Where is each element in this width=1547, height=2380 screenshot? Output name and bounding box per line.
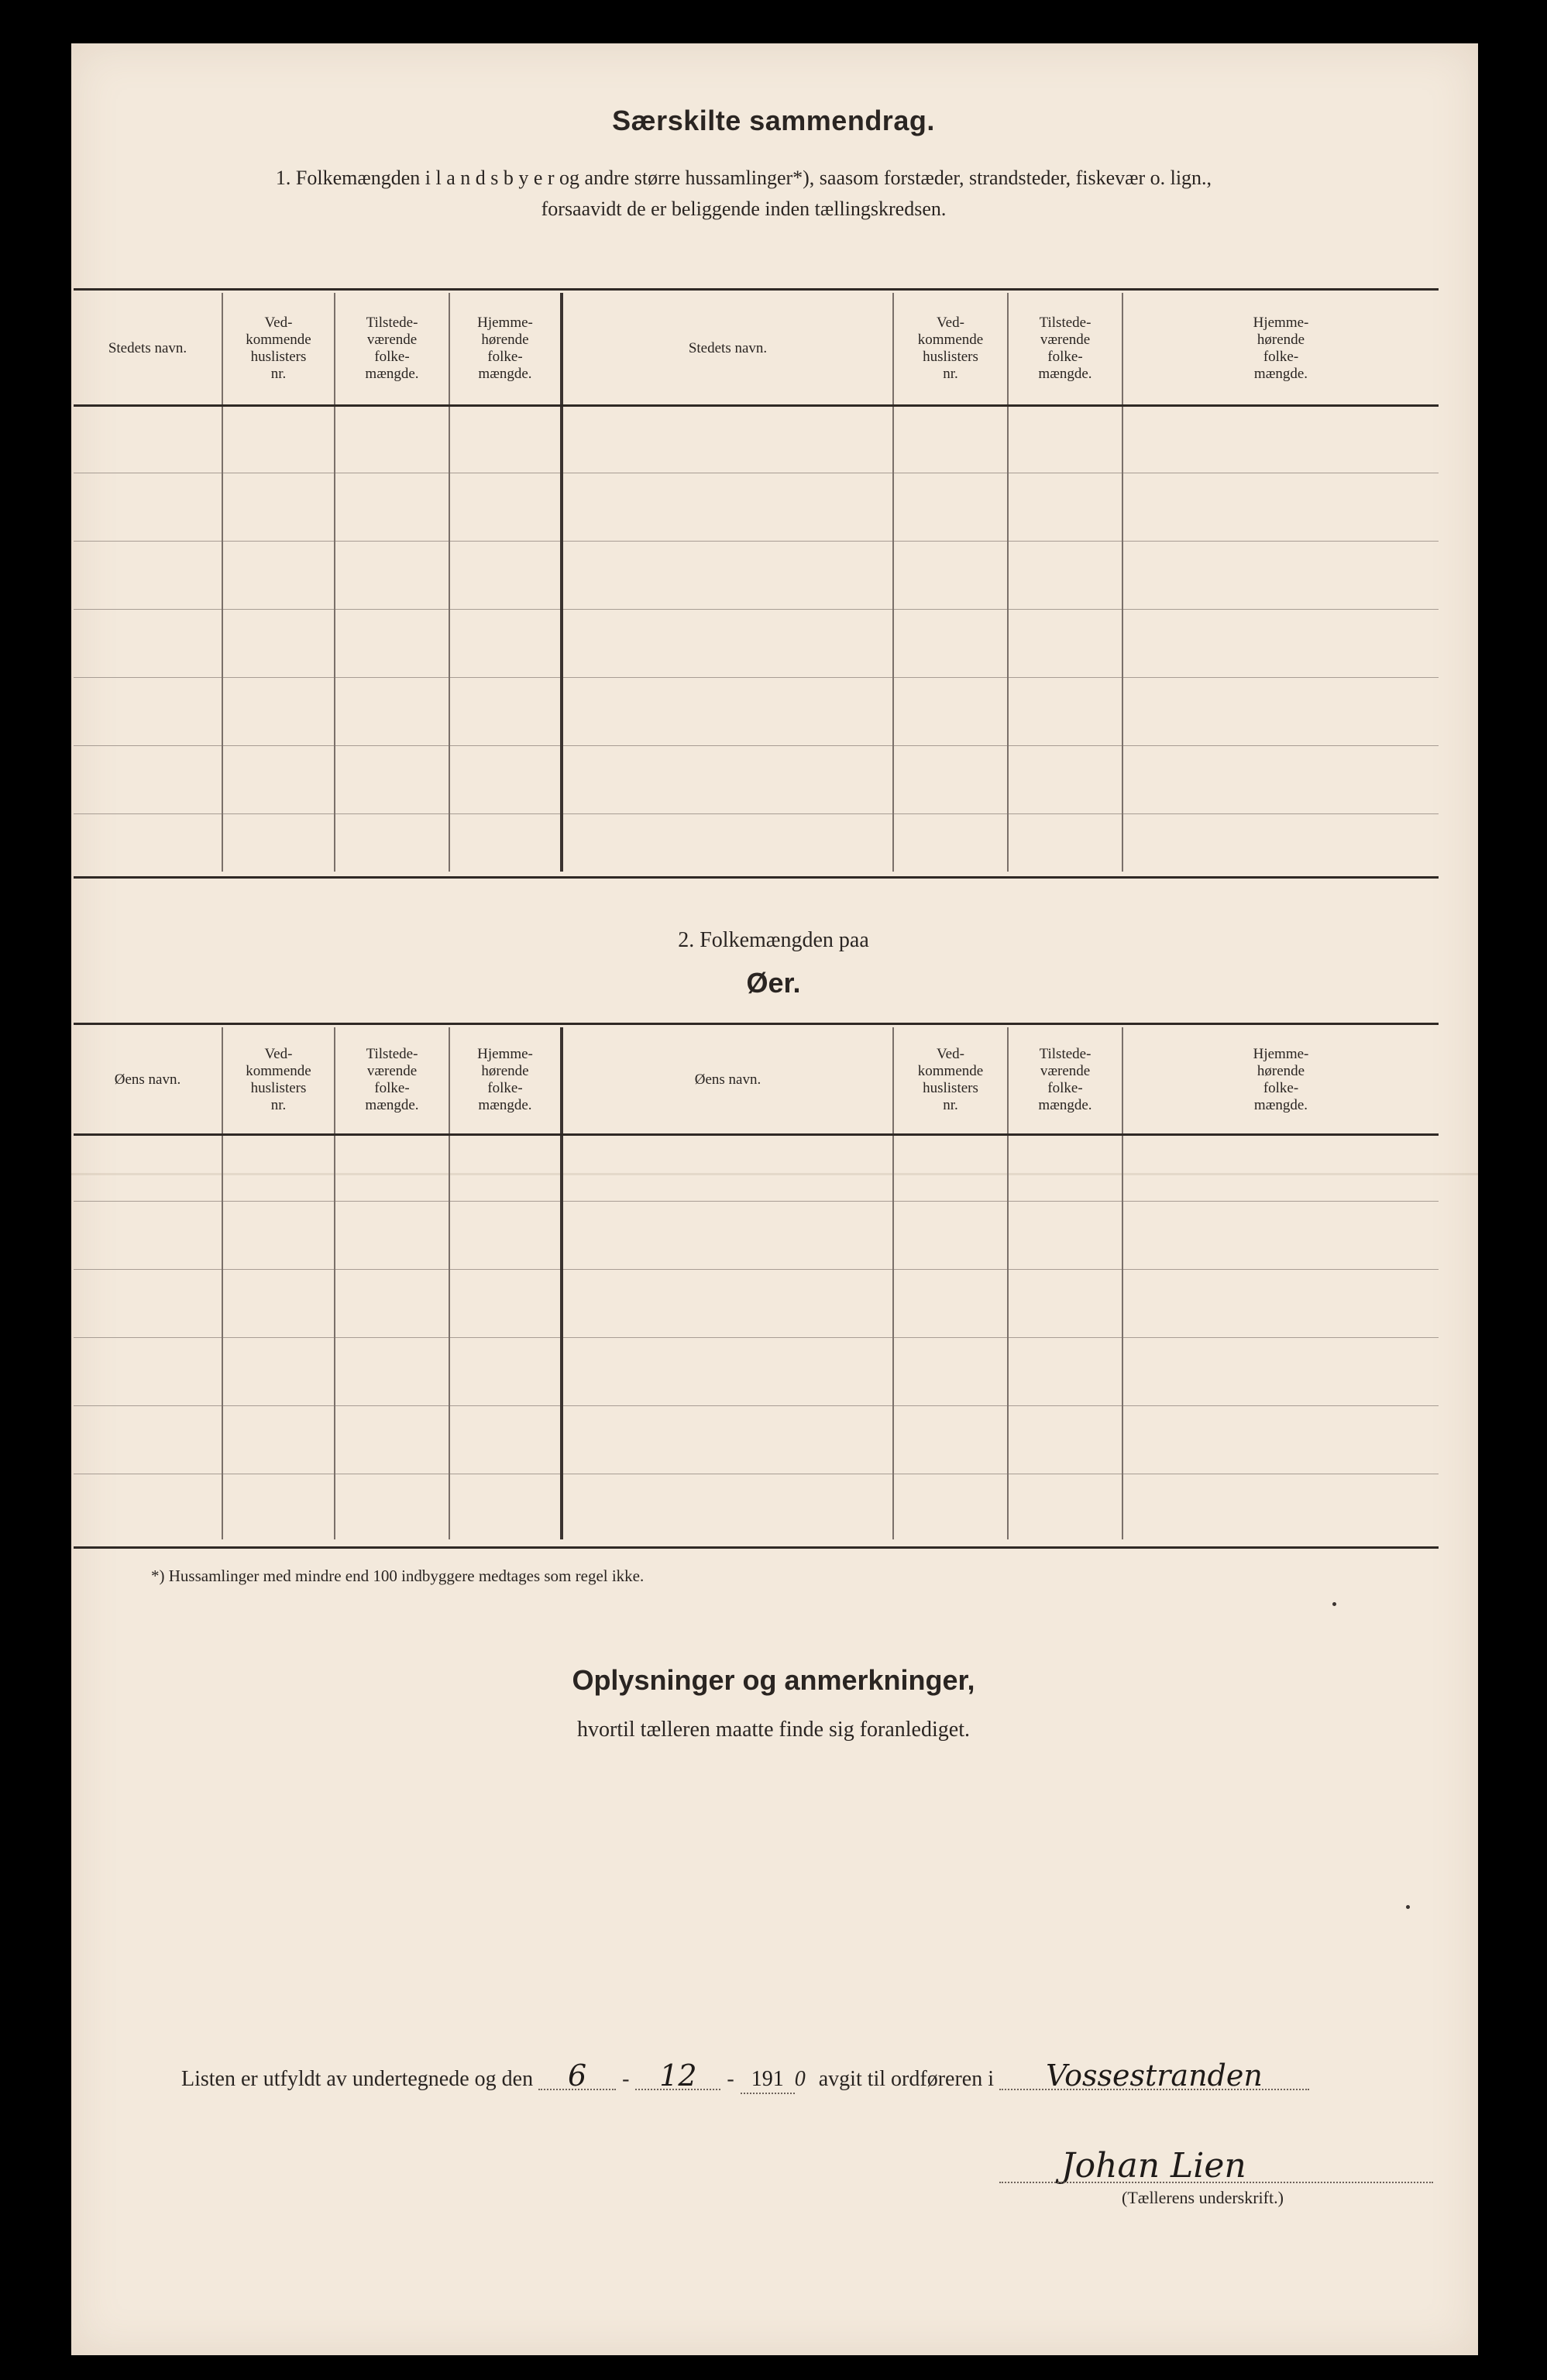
table-cell	[893, 473, 1008, 541]
table-cell	[222, 404, 335, 473]
col-header-label: Øens navn.	[114, 1071, 181, 1088]
table-cell	[74, 1133, 222, 1201]
table-cell	[562, 1133, 893, 1201]
table-cell	[562, 404, 893, 473]
table-row	[74, 541, 1439, 609]
table-cell	[222, 1405, 335, 1474]
table-row	[74, 1337, 1439, 1405]
ink-speck	[1406, 1905, 1410, 1909]
date-month: 12	[635, 2062, 720, 2090]
table-cell	[222, 1474, 335, 1539]
enumerator-signature: Johan Lien	[1061, 2146, 1246, 2186]
section2-number-line: 2. Folkemængden paa	[678, 928, 869, 952]
table-cell	[449, 813, 562, 872]
table-cell	[222, 1337, 335, 1405]
page-title: Særskilte sammendrag.	[612, 105, 935, 136]
col-header-label: Tilstede- værende folke- mængde.	[1038, 315, 1092, 382]
table-cell	[562, 745, 893, 813]
table-cell	[74, 1337, 222, 1405]
table-cell	[449, 404, 562, 473]
table-cell	[74, 609, 222, 677]
section1-intro-line1: 1. Folkemængden i l a n d s b y e r og andre større hussamlinger*), saasom forstæder, strandsteder, fiskevær o. lign.,	[275, 167, 1212, 189]
table-cell	[74, 541, 222, 609]
table-cell	[893, 404, 1008, 473]
section1-intro-line2: forsaavidt de er beliggende inden tællingskredsen.	[541, 198, 947, 220]
table-row	[74, 1474, 1439, 1539]
table-cell	[893, 1133, 1008, 1201]
col-header-place-name	[74, 293, 222, 404]
year-handwritten: 0	[794, 2067, 806, 2091]
table-cell	[1008, 1269, 1122, 1337]
col-header-label: Hjemme- hørende folke- mængde.	[477, 1046, 533, 1113]
table-cell	[335, 677, 449, 745]
col-header-label: Stedets navn.	[108, 340, 187, 356]
col-header-household-list-no	[893, 293, 1008, 404]
col-header-label: Ved- kommende huslisters nr.	[246, 1046, 311, 1113]
table-row	[74, 1133, 1439, 1201]
table-cell	[222, 1269, 335, 1337]
table-cell	[893, 541, 1008, 609]
col-header-present-population	[335, 293, 449, 404]
table-cell	[222, 473, 335, 541]
remarks-title: Oplysninger og anmerkninger,	[572, 1664, 975, 1696]
table-cell	[449, 677, 562, 745]
col-header-label: Hjemme- hørende folke- mængde.	[1253, 1046, 1309, 1113]
table-cell	[335, 404, 449, 473]
table-cell	[1122, 1474, 1439, 1539]
table-row	[74, 1201, 1439, 1269]
col-header-island-name	[74, 1027, 222, 1133]
table-cell	[222, 1133, 335, 1201]
table-cell	[562, 1201, 893, 1269]
table-cell	[1122, 1269, 1439, 1337]
table-row	[74, 813, 1439, 872]
table-cell	[1122, 1201, 1439, 1269]
col-header-household-list-no	[222, 1027, 335, 1133]
date-separator: -	[622, 2067, 630, 2091]
completion-prefix: Listen er utfyldt av undertegnede og den	[181, 2067, 534, 2091]
table-cell	[222, 609, 335, 677]
signature-caption: (Tællerens underskrift.)	[1122, 2188, 1284, 2207]
col-header-present-population	[335, 1027, 449, 1133]
table-cell	[335, 1474, 449, 1539]
col-header-label: Tilstede- værende folke- mængde.	[365, 1046, 419, 1113]
table-cell	[222, 813, 335, 872]
table-cell	[222, 541, 335, 609]
completion-middle: avgit til ordføreren i	[818, 2067, 994, 2091]
table-cell	[893, 1269, 1008, 1337]
col-header-label: Hjemme- hørende folke- mængde.	[1253, 315, 1309, 382]
table-cell	[222, 677, 335, 745]
table-cell	[1008, 745, 1122, 813]
table-cell	[335, 1337, 449, 1405]
table-cell	[449, 1269, 562, 1337]
table-cell	[1008, 1337, 1122, 1405]
table-cell	[335, 1405, 449, 1474]
table-cell	[449, 609, 562, 677]
table-cell	[893, 677, 1008, 745]
table-cell	[562, 1405, 893, 1474]
table-cell	[1122, 541, 1439, 609]
table-row	[74, 609, 1439, 677]
table2-top-rule	[74, 1023, 1439, 1025]
table-row	[74, 677, 1439, 745]
table-cell	[1008, 404, 1122, 473]
col-header-label: Ved- kommende huslisters nr.	[917, 315, 984, 382]
section2-title: Øer.	[746, 967, 801, 999]
table-cell	[1008, 541, 1122, 609]
table-cell	[335, 813, 449, 872]
table-cell	[335, 609, 449, 677]
table-cell	[562, 473, 893, 541]
table-cell	[1008, 1474, 1122, 1539]
col-header-household-list-no	[893, 1027, 1008, 1133]
col-header-label: Ved- kommende huslisters nr.	[246, 315, 311, 382]
table-cell	[449, 745, 562, 813]
table-row	[74, 404, 1439, 473]
table-cell	[1008, 1201, 1122, 1269]
col-header-label: Hjemme- hørende folke- mængde.	[477, 315, 533, 382]
table-row	[74, 1405, 1439, 1474]
col-header-island-name	[562, 1027, 893, 1133]
table-cell	[562, 1269, 893, 1337]
table-cell	[1008, 813, 1122, 872]
col-header-resident-population	[449, 1027, 562, 1133]
table-cell	[74, 1201, 222, 1269]
table-cell	[449, 541, 562, 609]
table-cell	[893, 745, 1008, 813]
table-cell	[74, 404, 222, 473]
table-cell	[74, 1474, 222, 1539]
col-header-label: Tilstede- værende folke- mængde.	[1038, 1046, 1092, 1113]
table-cell	[893, 1405, 1008, 1474]
table-cell	[1122, 404, 1439, 473]
table-cell	[1008, 473, 1122, 541]
table-cell	[562, 1337, 893, 1405]
table2-header-rule	[74, 1133, 1439, 1136]
table-cell	[562, 541, 893, 609]
col-header-resident-population	[1122, 293, 1439, 404]
table-cell	[449, 1405, 562, 1474]
table-cell	[74, 1405, 222, 1474]
table-cell	[562, 609, 893, 677]
table-cell	[1008, 1405, 1122, 1474]
col-header-label: Ved- kommende huslisters nr.	[917, 1046, 984, 1113]
signature-line	[999, 2182, 1433, 2183]
table-cell	[893, 609, 1008, 677]
table-cell	[1122, 813, 1439, 872]
table-cell	[1122, 473, 1439, 541]
table-cell	[893, 1201, 1008, 1269]
table-cell	[222, 1201, 335, 1269]
table-cell	[449, 1474, 562, 1539]
table-cell	[893, 1474, 1008, 1539]
table1-top-rule	[74, 288, 1439, 291]
col-header-present-population	[1008, 293, 1122, 404]
date-day: 6	[538, 2062, 616, 2090]
table-cell	[222, 745, 335, 813]
table-cell	[1122, 1337, 1439, 1405]
table-cell	[335, 1201, 449, 1269]
table-cell	[74, 745, 222, 813]
table-cell	[335, 745, 449, 813]
table1-header-rule	[74, 404, 1439, 407]
col-header-present-population	[1008, 1027, 1122, 1133]
table-cell	[893, 813, 1008, 872]
table-row	[74, 473, 1439, 541]
table1-bottom-rule	[74, 876, 1439, 879]
table-cell	[1122, 745, 1439, 813]
table-cell	[335, 1133, 449, 1201]
table-cell	[335, 1269, 449, 1337]
table-cell	[449, 1337, 562, 1405]
col-header-label: Stedets navn.	[688, 340, 768, 356]
table-cell	[449, 473, 562, 541]
table-cell	[1122, 609, 1439, 677]
table-cell	[1122, 1405, 1439, 1474]
table-islands	[74, 1027, 1439, 1539]
table2-bottom-rule	[74, 1546, 1439, 1549]
table-cell	[562, 813, 893, 872]
table-cell	[1008, 1133, 1122, 1201]
table-cell	[1008, 609, 1122, 677]
col-header-resident-population	[449, 293, 562, 404]
remarks-subtitle: hvortil tælleren maatte finde sig foranlediget.	[577, 1718, 970, 1742]
col-header-place-name	[562, 293, 893, 404]
table-cell	[1122, 1133, 1439, 1201]
year-printed: 191	[741, 2066, 795, 2094]
col-header-label: Øens navn.	[694, 1071, 761, 1088]
col-header-household-list-no	[222, 293, 335, 404]
table-cell	[1008, 677, 1122, 745]
table-cell	[1122, 677, 1439, 745]
date-separator: -	[727, 2067, 734, 2091]
table-cell	[74, 1269, 222, 1337]
table-cell	[74, 677, 222, 745]
table-cell	[74, 473, 222, 541]
footnote: *) Hussamlinger med mindre end 100 indbyggere medtages som regel ikke.	[151, 1567, 645, 1585]
table-cell	[335, 541, 449, 609]
col-header-label: Tilstede- værende folke- mængde.	[365, 315, 419, 382]
table-cell	[562, 1474, 893, 1539]
table-row	[74, 1269, 1439, 1337]
table-cell	[562, 677, 893, 745]
municipality-name: Vossestranden	[999, 2062, 1309, 2090]
table-cell	[449, 1133, 562, 1201]
ink-speck	[1332, 1602, 1336, 1606]
table-settlements	[74, 293, 1439, 872]
col-header-resident-population	[1122, 1027, 1439, 1133]
table-cell	[449, 1201, 562, 1269]
table-cell	[74, 813, 222, 872]
table-row	[74, 745, 1439, 813]
table-cell	[335, 473, 449, 541]
completion-statement	[181, 2058, 1309, 2094]
table-cell	[893, 1337, 1008, 1405]
